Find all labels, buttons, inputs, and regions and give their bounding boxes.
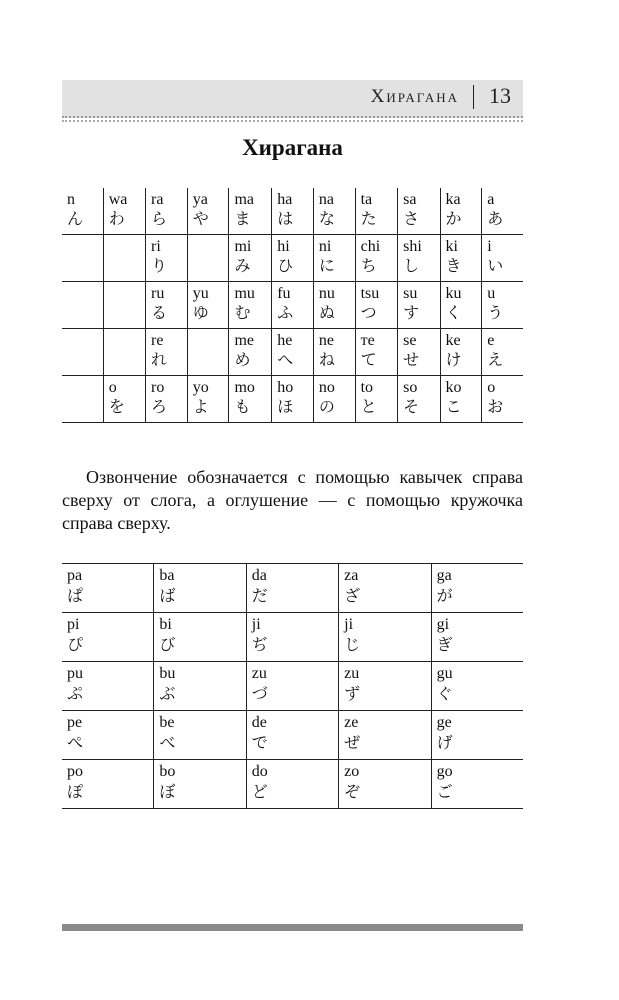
- table-cell: [339, 760, 431, 809]
- table-cell: [229, 188, 272, 235]
- table-cell: [482, 329, 523, 376]
- romaji-label: mo: [234, 379, 255, 396]
- romaji-label: mi: [234, 238, 252, 255]
- kana-glyph: ふ: [277, 303, 294, 322]
- table-cell: [246, 662, 338, 711]
- romaji-label: ji: [344, 616, 354, 633]
- table-cell: [482, 282, 523, 329]
- romaji-label: fu: [277, 285, 291, 302]
- section-title: Хирагана: [242, 135, 343, 160]
- romaji-label: gi: [436, 616, 450, 633]
- table-row: [62, 188, 523, 235]
- romaji-label: ta: [360, 191, 373, 208]
- table-cell: [355, 282, 398, 329]
- kana-glyph: す: [403, 303, 420, 322]
- table-cell: [103, 329, 145, 376]
- kana-glyph: べ: [159, 733, 176, 752]
- kana-glyph: ね: [318, 350, 335, 369]
- kana-glyph: そ: [403, 397, 420, 416]
- table-cell: [431, 711, 523, 760]
- romaji-label: ma: [234, 191, 254, 208]
- table-row: [62, 376, 523, 423]
- table-cell: [62, 613, 154, 662]
- romaji-label: ri: [151, 238, 161, 255]
- romaji-label: ha: [277, 191, 293, 208]
- table-row: [62, 711, 523, 760]
- romaji-label: zu: [344, 665, 360, 682]
- kana-glyph: ぶ: [159, 684, 176, 703]
- table-cell: [431, 564, 523, 613]
- table-cell: [229, 282, 272, 329]
- romaji-label: ka: [445, 191, 461, 208]
- romaji-label: mu: [234, 285, 255, 302]
- romaji-label: be: [159, 714, 175, 731]
- voicing-paragraph: Озвончение обозначается с помощью кавычек справа сверху от слога, а оглушение — с помощью кружочка справа сверху.: [62, 467, 523, 533]
- table-cell: [482, 235, 523, 282]
- romaji-label: re: [151, 332, 164, 349]
- table-cell: [246, 711, 338, 760]
- table-cell: [154, 662, 246, 711]
- page-number: 13: [489, 83, 511, 108]
- kana-glyph: る: [151, 303, 168, 322]
- table-cell: [313, 329, 355, 376]
- kana-glyph: を: [108, 397, 125, 416]
- table-cell: [398, 329, 440, 376]
- table-cell: [146, 188, 188, 235]
- romaji-label: ku: [445, 285, 462, 302]
- table-cell: [339, 662, 431, 711]
- kana-glyph: け: [445, 350, 462, 369]
- kana-glyph: ゆ: [192, 303, 209, 322]
- kana-glyph: だ: [251, 586, 268, 605]
- kana-glyph: も: [234, 397, 251, 416]
- table-cell: [62, 564, 154, 613]
- table-cell: [146, 376, 188, 423]
- romaji-label: те: [360, 332, 375, 349]
- kana-glyph: あ: [487, 209, 504, 228]
- kana-glyph: ん: [67, 209, 84, 228]
- romaji-label: a: [487, 191, 495, 208]
- kana-glyph: ぬ: [318, 303, 335, 322]
- table-cell: [246, 564, 338, 613]
- romaji-label: chi: [360, 238, 381, 255]
- romaji-label: me: [234, 332, 254, 349]
- kana-glyph: ぎ: [436, 635, 453, 654]
- romaji-label: tsu: [360, 285, 380, 302]
- romaji-label: de: [251, 714, 267, 731]
- kana-glyph: む: [234, 303, 251, 322]
- table-row: [62, 329, 523, 376]
- romaji-label: ke: [445, 332, 461, 349]
- table-cell: [440, 188, 482, 235]
- kana-glyph: の: [318, 397, 335, 416]
- romaji-label: hi: [277, 238, 290, 255]
- romaji-label: ze: [344, 714, 359, 731]
- kana-glyph: と: [360, 397, 377, 416]
- table-cell: [229, 235, 272, 282]
- romaji-label: do: [251, 763, 268, 780]
- romaji-label: ba: [159, 567, 175, 584]
- table-cell: [313, 235, 355, 282]
- romaji-label: ge: [436, 714, 452, 731]
- romaji-label: ru: [151, 285, 165, 302]
- table-cell: [431, 760, 523, 809]
- table-cell: [272, 235, 314, 282]
- table-cell: [154, 760, 246, 809]
- kana-glyph: ぜ: [344, 733, 361, 752]
- kana-glyph: ら: [151, 209, 168, 228]
- romaji-label: shi: [403, 238, 422, 255]
- table-cell: [146, 329, 188, 376]
- romaji-label: pi: [67, 616, 80, 633]
- kana-glyph: ろ: [151, 397, 168, 416]
- romaji-label: ra: [151, 191, 164, 208]
- table-cell: [187, 188, 229, 235]
- kana-glyph: き: [445, 256, 462, 275]
- table-cell: [103, 235, 145, 282]
- table-cell: [272, 282, 314, 329]
- kana-glyph: ぞ: [344, 782, 361, 801]
- romaji-label: bi: [159, 616, 172, 633]
- table-cell: [62, 329, 103, 376]
- table-cell: [398, 235, 440, 282]
- kana-glyph: り: [151, 256, 168, 275]
- table-cell: [146, 235, 188, 282]
- romaji-label: to: [360, 379, 374, 396]
- kana-glyph: ち: [360, 256, 377, 275]
- table-cell: [440, 282, 482, 329]
- table-cell: [440, 235, 482, 282]
- kana-glyph: ぼ: [159, 782, 176, 801]
- table-cell: [272, 188, 314, 235]
- table-cell: [146, 282, 188, 329]
- kana-glyph: ま: [234, 209, 251, 228]
- table-cell: [62, 235, 103, 282]
- table-cell: [440, 376, 482, 423]
- table-cell: [62, 376, 103, 423]
- table-cell: [431, 613, 523, 662]
- table-cell: [62, 188, 103, 235]
- kana-glyph: よ: [192, 397, 209, 416]
- kana-glyph: さ: [403, 209, 420, 228]
- table-cell: [482, 188, 523, 235]
- romaji-label: o: [487, 379, 496, 396]
- kana-glyph: し: [403, 256, 420, 275]
- romaji-label: ki: [445, 238, 458, 255]
- table-row: [62, 613, 523, 662]
- kana-glyph: へ: [277, 350, 294, 369]
- table-cell: [355, 235, 398, 282]
- table-cell: [313, 188, 355, 235]
- table-cell: [103, 188, 145, 235]
- kana-glyph: ぱ: [67, 586, 84, 605]
- kana-glyph: か: [445, 209, 462, 228]
- table-row: [62, 282, 523, 329]
- romaji-label: i: [487, 238, 492, 255]
- running-title: Хирагана: [370, 86, 459, 107]
- table-cell: [229, 329, 272, 376]
- romaji-label: he: [277, 332, 293, 349]
- romaji-label: o: [108, 379, 117, 396]
- romaji-label: za: [344, 567, 359, 584]
- romaji-label: da: [251, 567, 267, 584]
- kana-glyph: ぷ: [67, 684, 84, 703]
- kana-glyph: ど: [251, 782, 268, 801]
- table-cell: [62, 711, 154, 760]
- table-cell: [187, 282, 229, 329]
- romaji-label: n: [67, 191, 75, 208]
- table-cell: [187, 235, 229, 282]
- romaji-label: ne: [318, 332, 335, 349]
- romaji-label: ni: [318, 238, 332, 255]
- table-cell: [355, 188, 398, 235]
- table-cell: [339, 564, 431, 613]
- table-cell: [62, 282, 103, 329]
- romaji-label: e: [487, 332, 495, 349]
- romaji-label: bo: [159, 763, 176, 780]
- kana-glyph: え: [487, 350, 504, 369]
- romaji-label: wa: [108, 191, 128, 208]
- kana-glyph: や: [192, 209, 209, 228]
- romaji-label: su: [403, 285, 418, 302]
- romaji-label: ho: [277, 379, 294, 396]
- table-row: [62, 760, 523, 809]
- kana-glyph: お: [487, 397, 504, 416]
- table-cell: [229, 376, 272, 423]
- table-cell: [440, 329, 482, 376]
- table-cell: [246, 760, 338, 809]
- kana-glyph: う: [487, 303, 504, 322]
- kana-glyph: ぺ: [67, 733, 84, 752]
- romaji-label: pa: [67, 567, 83, 584]
- kana-glyph: が: [436, 586, 453, 605]
- kana-glyph: れ: [151, 350, 168, 369]
- kana-glyph: ひ: [277, 256, 294, 275]
- hiragana-table: [62, 188, 523, 423]
- table-cell: [187, 329, 229, 376]
- kana-glyph: み: [234, 256, 251, 275]
- kana-glyph: ぐ: [436, 684, 453, 703]
- table-cell: [62, 662, 154, 711]
- table-cell: [339, 613, 431, 662]
- kana-glyph: い: [487, 256, 504, 275]
- kana-glyph: せ: [403, 350, 420, 369]
- table-cell: [187, 376, 229, 423]
- kana-glyph: ば: [159, 586, 176, 605]
- table-cell: [246, 613, 338, 662]
- kana-glyph: こ: [445, 397, 462, 416]
- romaji-label: yo: [192, 379, 209, 396]
- romaji-label: ro: [151, 379, 165, 396]
- romaji-label: pu: [67, 665, 83, 682]
- table-row: [62, 564, 523, 613]
- kana-glyph: ざ: [344, 586, 361, 605]
- kana-glyph: ほ: [277, 397, 294, 416]
- romaji-label: na: [318, 191, 335, 208]
- table-cell: [154, 564, 246, 613]
- romaji-label: ko: [445, 379, 462, 396]
- table-cell: [355, 329, 398, 376]
- table-cell: [62, 760, 154, 809]
- voiced-syllables-table: [62, 563, 523, 809]
- table-cell: [154, 711, 246, 760]
- romaji-label: ga: [436, 567, 452, 584]
- table-cell: [272, 376, 314, 423]
- kana-glyph: ず: [344, 684, 361, 703]
- table-cell: [355, 376, 398, 423]
- romaji-label: pe: [67, 714, 83, 731]
- romaji-label: se: [403, 332, 417, 349]
- table-cell: [103, 376, 145, 423]
- kana-glyph: で: [251, 733, 268, 752]
- romaji-label: zu: [251, 665, 267, 682]
- header-divider: [473, 85, 474, 109]
- kana-glyph: め: [234, 350, 251, 369]
- romaji-label: sa: [403, 191, 417, 208]
- kana-glyph: は: [277, 209, 294, 228]
- romaji-label: u: [487, 285, 496, 302]
- romaji-label: nu: [318, 285, 335, 302]
- kana-glyph: ぽ: [67, 782, 84, 801]
- table-cell: [272, 329, 314, 376]
- kana-glyph: な: [318, 209, 335, 228]
- footer-rule: [62, 924, 523, 931]
- kana-glyph: ぴ: [67, 635, 84, 654]
- table-cell: [313, 282, 355, 329]
- kana-glyph: ぢ: [251, 635, 268, 654]
- romaji-label: gu: [436, 665, 453, 682]
- romaji-label: so: [403, 379, 418, 396]
- table-cell: [313, 376, 355, 423]
- kana-glyph: く: [445, 303, 462, 322]
- romaji-label: go: [436, 763, 453, 780]
- romaji-label: yu: [192, 285, 209, 302]
- kana-glyph: づ: [251, 684, 268, 703]
- romaji-label: po: [67, 763, 83, 780]
- kana-glyph: つ: [360, 303, 377, 322]
- table-cell: [398, 282, 440, 329]
- romaji-label: no: [318, 379, 335, 396]
- table-cell: [103, 282, 145, 329]
- kana-glyph: じ: [344, 635, 361, 654]
- romaji-label: bu: [159, 665, 176, 682]
- kana-glyph: び: [159, 635, 176, 654]
- table-cell: [154, 613, 246, 662]
- romaji-label: ya: [192, 191, 208, 208]
- table-cell: [482, 376, 523, 423]
- table-row: [62, 662, 523, 711]
- table-cell: [398, 376, 440, 423]
- table-cell: [398, 188, 440, 235]
- kana-glyph: た: [360, 209, 377, 228]
- kana-glyph: に: [318, 256, 335, 275]
- romaji-label: ji: [251, 616, 261, 633]
- table-row: [62, 235, 523, 282]
- running-header: [62, 80, 523, 118]
- kana-glyph: げ: [436, 733, 453, 752]
- kana-glyph: わ: [108, 209, 125, 228]
- table-cell: [431, 662, 523, 711]
- table-cell: [339, 711, 431, 760]
- kana-glyph: て: [360, 350, 377, 369]
- romaji-label: zo: [344, 763, 360, 780]
- kana-glyph: ご: [436, 782, 453, 801]
